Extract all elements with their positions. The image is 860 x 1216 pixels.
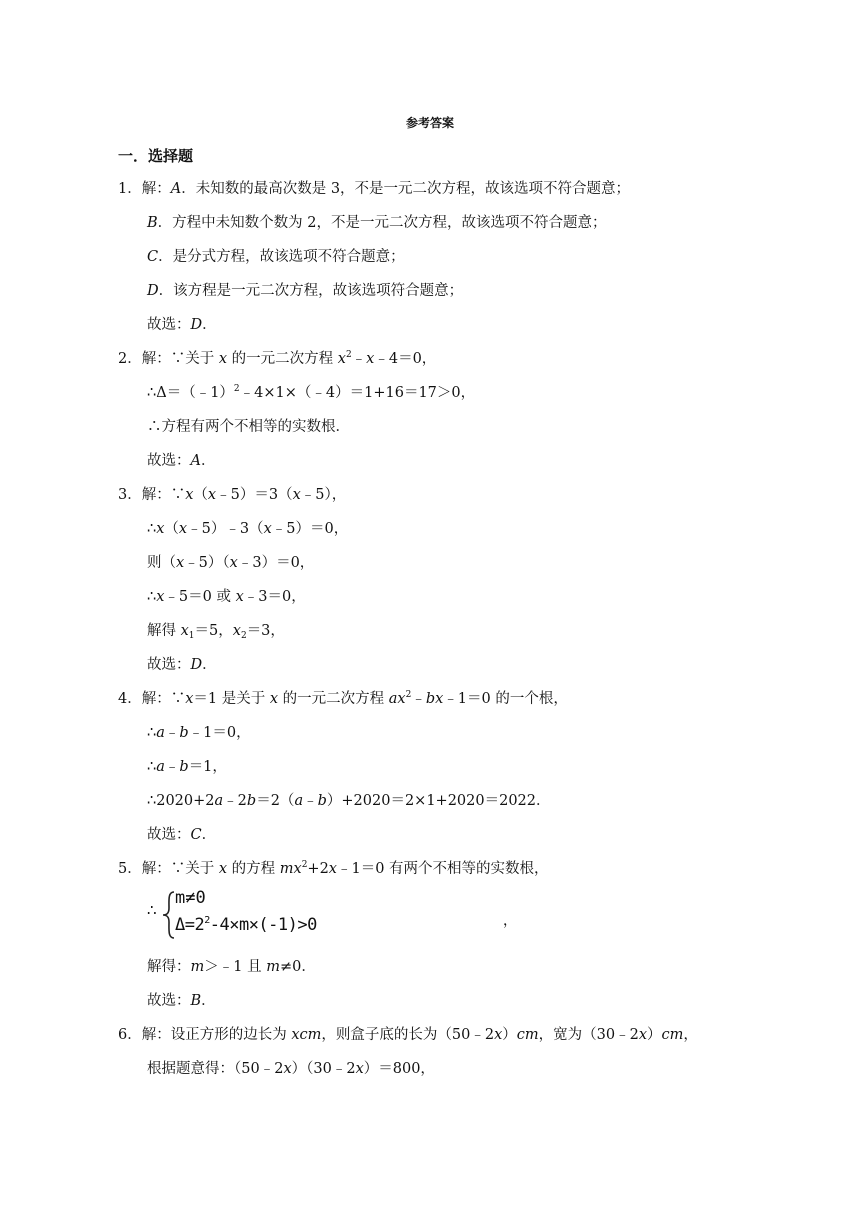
q5-line-1: 5．解：∵关于 x 的方程 $mx^2+2x﹣1=0$ 有两个不相等的实数根， [118, 860, 549, 877]
q3-line-5: 解得 $x_1=5$，$x_2=3$， [147, 623, 285, 641]
system-line-1: m≠0 [175, 888, 206, 908]
q4-line-4: ∴2020+2a﹣2b＝2（a﹣b）+2020＝2×1+2020＝2022． [147, 793, 551, 809]
q2-line-1: 2．解：∵关于 x 的一元二次方程 $x^2﹣x﹣4=0$， [118, 350, 437, 367]
q3-answer: 故选：D． [147, 657, 217, 673]
q3-line-4: ∴x﹣5＝0 或 x﹣3＝0， [147, 589, 306, 605]
q5-answer: 故选：B． [147, 993, 216, 1009]
q4-line-1: 4．解：∵x＝1 是关于 x 的一元二次方程 $ax^2﹣bx﹣1=0$ 的一个根， [118, 690, 568, 707]
q3-line-2: ∴x（x﹣5）﹣3（x﹣5）＝0， [147, 521, 349, 537]
q3-line-3: 则（x﹣5）（x﹣3）＝0， [147, 555, 315, 571]
therefore-symbol: ∴ [147, 901, 157, 919]
q1-line-c: C．是分式方程，故该选项不符合题意； [147, 249, 405, 265]
equation-system [147, 884, 517, 944]
page-title: 参考答案 [405, 116, 454, 130]
q4-line-3: ∴a﹣b＝1， [147, 759, 227, 775]
q3-line-1: 3．解：∵x（x﹣5）＝3（x﹣5）， [118, 487, 347, 503]
system-comma: ， [503, 913, 517, 929]
q2-line-3: ∴方程有两个不相等的实数根． [147, 419, 350, 435]
q1-line-a: 1．解：A．未知数的最高次数是 3，不是一元二次方程，故该选项不符合题意； [118, 181, 631, 197]
q6-line-2: 根据题意得：（50﹣2x）（30﹣2x）＝800， [147, 1061, 435, 1077]
q4-answer: 故选：C． [147, 827, 217, 843]
q1-line-b: B．方程中未知数个数为 2，不是一元二次方程，故该选项不符合题意； [147, 215, 607, 231]
q1-line-d: D．该方程是一元二次方程，故该选项符合题意； [147, 283, 464, 299]
q4-line-2: ∴a﹣b﹣1＝0， [147, 725, 251, 741]
q2-line-2: ∴Δ＝（﹣1）$^2$﹣4×1×（﹣4）＝1+16＝17＞0， [147, 384, 476, 401]
q1-answer: 故选：D． [147, 317, 217, 333]
q5-line-3: 解得：m＞﹣1 且 m≠0． [147, 959, 316, 975]
q6-line-1: 6．解：设正方形的边长为 xcm，则盒子底的长为（50﹣2x）cm，宽为（30﹣2x）cm， [118, 1027, 698, 1043]
section-title: 一．选择题 [118, 147, 194, 165]
system-line-2: $\Delta=2^2-4\times m\times(-1)>0$ [175, 915, 317, 935]
q2-answer: 故选：A． [147, 453, 216, 469]
